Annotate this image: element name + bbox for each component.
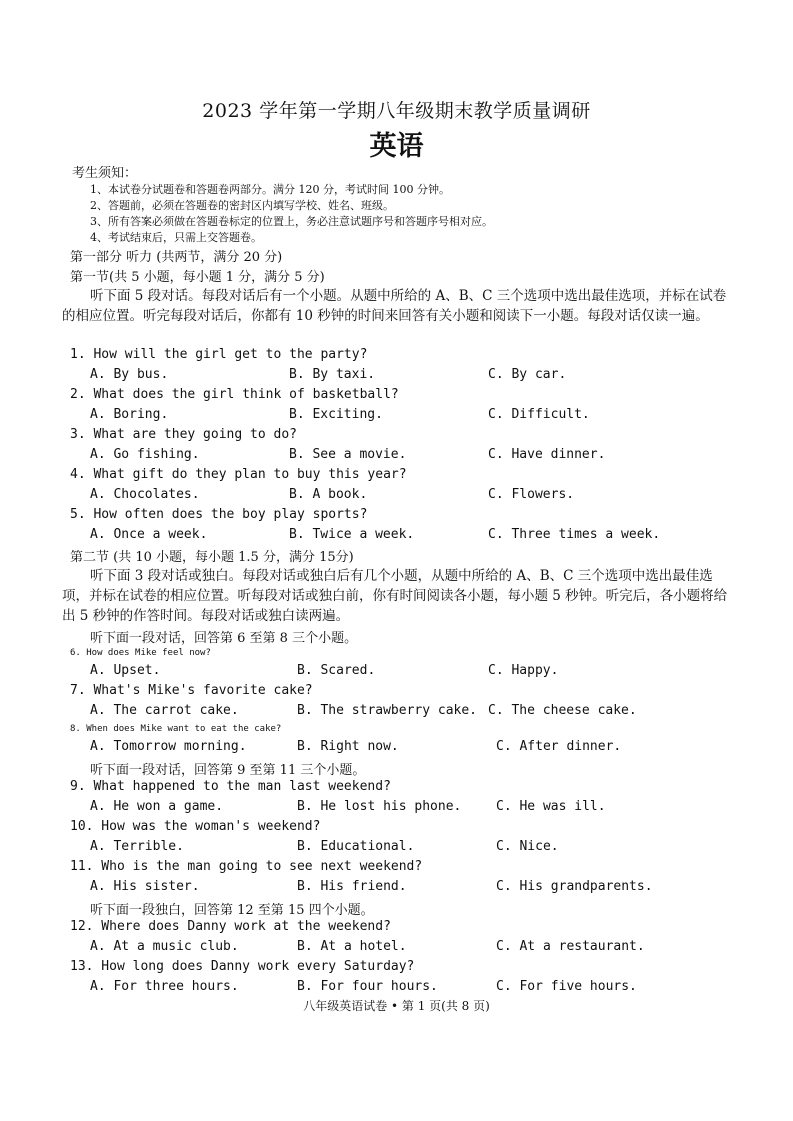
q1-option-c: C. By car. [488, 367, 567, 382]
notice-item-3: 3、所有答案必须做在答题卷标定的位置上，务必注意试题序号和答题序号相对应。 [90, 215, 493, 228]
q7-option-b: B. The strawberry cake. [297, 703, 478, 718]
q12-option-c: C. At a restaurant. [496, 939, 645, 954]
q2-option-b: B. Exciting. [289, 407, 383, 422]
question-3: 3. What are they going to do? [70, 427, 297, 442]
question-9: 9. What happened to the man last weekend? [70, 779, 391, 794]
group3-instruction: 听下面一段独白，回答第 12 至第 15 四个小题。 [90, 903, 374, 918]
exam-title: 2023 学年第一学期八年级期末教学质量调研 [202, 100, 591, 122]
question-13: 13. How long does Danny work every Saturday? [70, 959, 415, 974]
question-1: 1. How will the girl get to the party? [70, 347, 368, 362]
q11-option-b: B. His friend. [297, 879, 407, 894]
q4-option-c: C. Flowers. [488, 487, 575, 502]
q5-option-c: C. Three times a week. [488, 527, 661, 542]
q2-option-c: C. Difficult. [488, 407, 590, 422]
q9-option-a: A. He won a game. [90, 799, 224, 814]
q10-option-c: C. Nice. [496, 839, 559, 854]
q6-option-a: A. Upset. [90, 663, 161, 678]
question-8: 8. When does Mike want to eat the cake? [70, 724, 282, 734]
question-2: 2. What does the girl think of basketball? [70, 387, 399, 402]
section2-heading: 第二节 (共 10 小题，每小题 1.5 分，满分 15分) [70, 550, 354, 565]
q5-option-a: A. Once a week. [90, 527, 208, 542]
q4-option-b: B. A book. [289, 487, 368, 502]
q13-option-c: C. For five hours. [496, 979, 637, 994]
q7-option-c: C. The cheese cake. [488, 703, 637, 718]
question-5: 5. How often does the boy play sports? [70, 507, 368, 522]
q9-option-b: B. He lost his phone. [297, 799, 462, 814]
group1-instruction: 听下面一段对话，回答第 6 至第 8 三个小题。 [90, 631, 358, 646]
q7-option-a: A. The carrot cake. [90, 703, 239, 718]
q1-option-b: B. By taxi. [289, 367, 376, 382]
q1-option-a: A. By bus. [90, 367, 169, 382]
q10-option-a: A. Terrible. [90, 839, 184, 854]
q6-option-b: B. Scared. [297, 663, 376, 678]
q12-option-a: A. At a music club. [90, 939, 239, 954]
notice-item-4: 4、考试结束后，只需上交答题卷。 [90, 231, 262, 244]
group2-instruction: 听下面一段对话，回答第 9 至第 11 三个小题。 [90, 763, 366, 778]
q8-option-b: B. Right now. [297, 739, 399, 754]
q13-option-a: A. For three hours. [90, 979, 239, 994]
q8-option-c: C. After dinner. [496, 739, 622, 754]
q2-option-a: A. Boring. [90, 407, 169, 422]
notice-heading: 考生须知： [72, 166, 138, 181]
question-4: 4. What gift do they plan to buy this year? [70, 467, 407, 482]
q4-option-a: A. Chocolates. [90, 487, 200, 502]
q12-option-b: B. At a hotel. [297, 939, 407, 954]
question-10: 10. How was the woman's weekend? [70, 819, 321, 834]
q8-option-a: A. Tomorrow morning. [90, 739, 247, 754]
page-footer: 八年级英语试卷 • 第 1 页(共 8 页) [303, 999, 490, 1013]
q11-option-c: C. His grandparents. [496, 879, 653, 894]
section1-instructions: 听下面 5 段对话。每段对话后有一个小题。从题中所给的 A、B、C 三个选项中选出最佳选项，并标在试卷的相应位置。听完每段对话后，你都有 10 秒钟的时间来回答有关小题和阅读下一小题。每段对话仅读一遍。 [62, 288, 727, 324]
q10-option-b: B. Educational. [297, 839, 415, 854]
question-7: 7. What's Mike's favorite cake? [70, 683, 313, 698]
q3-option-c: C. Have dinner. [488, 447, 606, 462]
q3-option-a: A. Go fishing. [90, 447, 200, 462]
question-11: 11. Who is the man going to see next weekend? [70, 859, 423, 874]
q6-option-c: C. Happy. [488, 663, 559, 678]
q11-option-a: A. His sister. [90, 879, 200, 894]
q3-option-b: B. See a movie. [289, 447, 407, 462]
q5-option-b: B. Twice a week. [289, 527, 415, 542]
exam-subject: 英语 [369, 131, 424, 162]
q9-option-c: C. He was ill. [496, 799, 606, 814]
question-12: 12. Where does Danny work at the weekend? [70, 919, 391, 934]
q13-option-b: B. For four hours. [297, 979, 438, 994]
section2-instructions: 听下面 3 段对话或独白。每段对话或独白后有几个小题，从题中所给的 A、B、C 三个选项中选出最佳选项，并标在试卷的相应位置。听每段对话或独白前，你有时间阅读各小题，每小题 5 秒钟。听完后，各小题将给出 5 秒钟的作答时间。每段对话或独白读两遍。 [62, 568, 728, 624]
section1-heading: 第一节(共 5 小题，每小题 1 分，满分 5 分) [70, 270, 325, 285]
notice-item-2: 2、答题前，必须在答题卷的密封区内填写学校、姓名、班级。 [90, 199, 394, 212]
notice-item-1: 1、本试卷分试题卷和答题卷两部分。满分 120 分，考试时间 100 分钟。 [90, 183, 450, 196]
part1-heading: 第一部分 听力 (共两节，满分 20 分) [70, 250, 283, 265]
question-6: 6. How does Mike feel now? [70, 648, 211, 658]
